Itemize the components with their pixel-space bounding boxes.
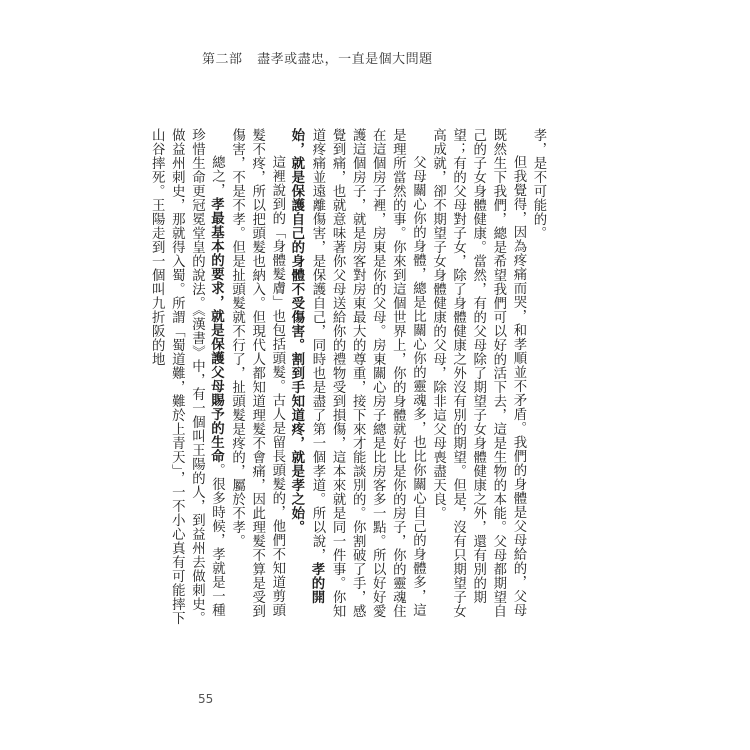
text-segment: 父母關心你的身體，總是比關心你的靈魂多，也比你關心自己的身體多，這是理所當然的事。你來到這個世界上，你的身體就好比是你的房子，你的靈魂住在這個房子裡，房東是你的父母。房東關心房子總是比房客多一點。所以好好愛護這個房子，就是房客對房東最大的尊重，接下來才能談別的。你割破了手，感覺到痛，也就意味著你父母送給你的禮物受到損傷，這本來就是同一件事。你知道疼痛並遠離傷害，是保護自己，同時也是盡了第一個孝道。所以說，	[309, 128, 426, 618]
text-segment: 總之，	[209, 154, 225, 197]
body-text	[149, 128, 548, 628]
bold-text-segment: 孝的開始，就是保護自己的身體不受傷害。割到手知道疼，就是孝之始。	[288, 128, 325, 604]
text-segment: 但我覺得，因為疼痛而哭，和孝順並不矛盾。我們的身體是父母給的，父母既然生下我們，總是希望我們可以好的活下去，這是生物的本能。父母都期望自己的子女身體健康。當然，有的父母除了期望子女身體健康之外，還有別的期望；有的父母對子女，除了身體健康之外沒有別的期望。但是，沒有只期望子女高成就，卻不期望子女身體健康的父母，除非這父母喪盡天良。	[430, 128, 526, 618]
part-label: 第二部	[202, 52, 243, 67]
paragraph	[287, 128, 428, 628]
paragraph	[146, 128, 226, 628]
text-segment: 孝，是不可能的。	[531, 128, 546, 240]
paragraph	[227, 128, 287, 628]
text-segment: 。很多時候，孝就是一種珍惜生命更冠冕堂皇的說法。《漢書》中，有一個叫王陽的人，到益州去做刺史。做益州刺史，那就得入蜀。所謂「蜀道難，難於上青天」，一不小心真有可能摔下山谷摔死。王陽走到一個叫九折阪的地	[149, 128, 225, 626]
paragraph	[528, 128, 548, 628]
paragraph	[427, 128, 527, 628]
chapter-title: 盡孝或盡忠，一直是個大問題	[257, 52, 433, 67]
running-header	[202, 48, 433, 67]
bold-text-segment: 孝最基本的要求，就是保護父母賜予的生命	[208, 196, 225, 463]
page-number: 55	[198, 692, 214, 706]
text-segment: 這裡說到的「身體髮膚」也包括頭髮。古人是留長頭髮的，他們不知道剪頭髮不疼，所以把頭髮也納入。但現代人都知道理髮不會痛，因此理髮不算是受到傷害，不是不孝。但是扯頭髮就不行了，扯頭髮是疼的，屬於不孝。	[229, 128, 285, 618]
